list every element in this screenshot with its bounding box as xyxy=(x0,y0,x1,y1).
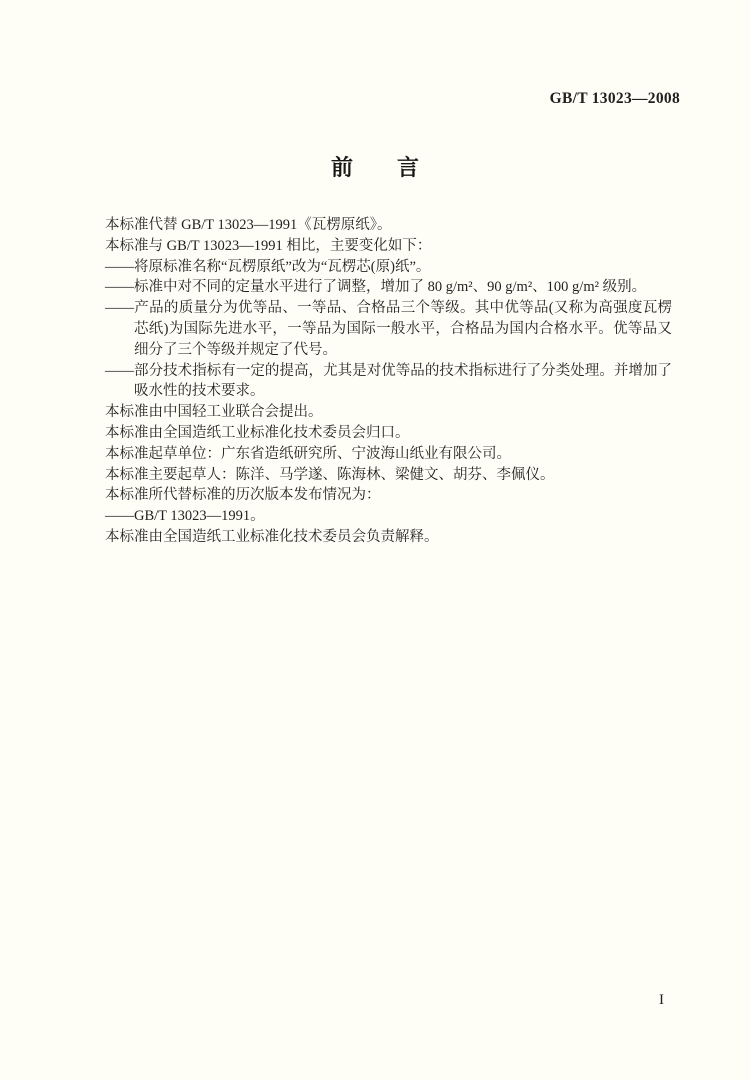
paragraph: 本标准由全国造纸工业标准化技术委员会归口。 xyxy=(105,424,410,441)
paragraph: ——标准中对不同的定量水平进行了调整，增加了 80 g/m²、90 g/m²、100 g/m² 级别。 xyxy=(105,279,647,296)
paragraph: 本标准所代替标准的历次版本发布情况为： xyxy=(105,487,381,504)
paragraph: 本标准起草单位：广东省造纸研究所、宁波海山纸业有限公司。 xyxy=(105,445,511,462)
paragraph: ——将原标准名称“瓦楞原纸”改为“瓦楞芯(原)纸”。 xyxy=(105,258,431,275)
paragraph: 本标准与 GB/T 13023—1991 相比，主要变化如下： xyxy=(105,237,432,254)
paragraph: 本标准由中国轻工业联合会提出。 xyxy=(105,404,323,421)
page-title: 前 言 xyxy=(330,155,419,180)
paragraph: ——产品的质量分为优等品、一等品、合格品三个等级。其中优等品(又称为高强度瓦楞芯纸)为国际先进水平，一等品为国际一般水平，合格品为国内合格水平。优等品又细分了三个等级并规定了代号。 xyxy=(105,300,672,358)
paragraph: ——部分技术指标有一定的提高，尤其是对优等品的技术指标进行了分类处理。并增加了吸水性的技术要求。 xyxy=(105,362,672,400)
paragraph: 本标准主要起草人：陈洋、马学遂、陈海林、梁健文、胡芬、李佩仪。 xyxy=(105,466,555,483)
paragraph: 本标准由全国造纸工业标准化技术委员会负责解释。 xyxy=(105,528,439,545)
page-number: I xyxy=(659,992,664,1008)
paragraph: 本标准代替 GB/T 13023—1991《瓦楞原纸》。 xyxy=(105,217,392,233)
foreword-body xyxy=(105,215,672,548)
standard-code: GB/T 13023—2008 xyxy=(549,90,680,107)
paragraph: ——GB/T 13023—1991。 xyxy=(105,508,265,525)
